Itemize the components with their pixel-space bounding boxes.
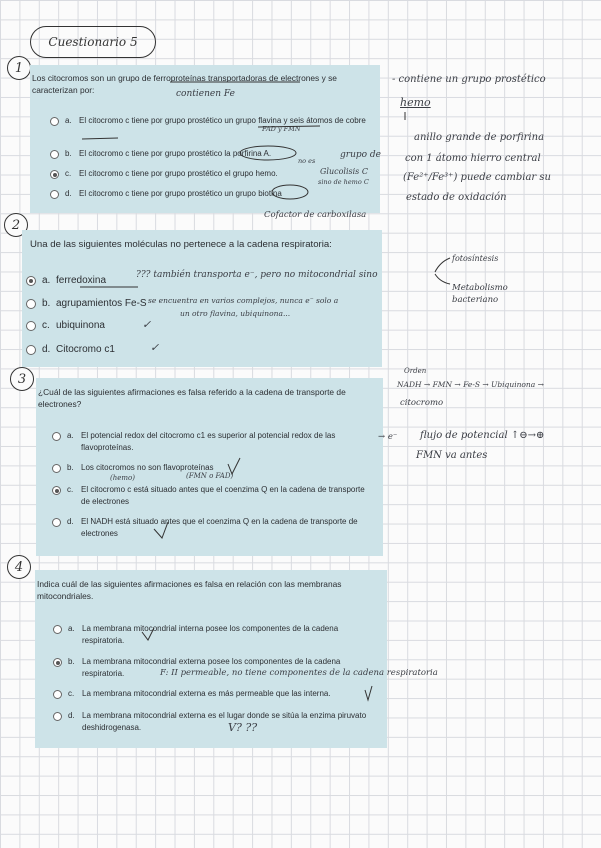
option-letter: b. xyxy=(68,657,75,666)
option-letter: b. xyxy=(67,463,74,472)
option-text: La membrana mitocondrial externa posee los componentes de la cadena respiratoria. xyxy=(82,657,341,678)
question-number-3: 3 xyxy=(10,367,34,391)
option-text: El citocromo c tiene por grupo prostético un grupo flavina y seis átomos de cobre xyxy=(79,116,366,125)
handwritten-note: citocromo xyxy=(400,398,444,408)
option-text: El citocromo c tiene por grupo prostético un grupo biotina xyxy=(79,189,282,198)
question-text-4: Indica cuál de las siguientes afirmaciones es falsa en relación con las membranas mitocondriales. xyxy=(37,579,342,601)
option-letter: c. xyxy=(42,320,50,331)
option-letter: a. xyxy=(67,431,74,440)
option-text: El citocromo c tiene por grupo prostético la porfirina A. xyxy=(79,149,272,158)
handwritten-note: fotosíntesis xyxy=(452,254,499,263)
question-text-3: ¿Cuál de las siguientes afirmaciones es falsa referido a la cadena de transporte de electrones? xyxy=(38,387,346,409)
option-text: El NADH está situado antes que el coenzima Q en la cadena de transporte de electrones xyxy=(81,517,358,538)
option-letter: c. xyxy=(65,169,72,178)
option-letter: a. xyxy=(65,116,72,125)
handwritten-note: - contiene un grupo prostético xyxy=(392,74,546,85)
handwritten-note: contienen Fe xyxy=(176,89,235,99)
option-text: Los citocromos no son flavoproteínas xyxy=(81,463,214,472)
option-letter: c. xyxy=(67,485,74,494)
handwritten-note: Metabolismo bacteriano xyxy=(452,283,508,305)
question-text-1: Los citocromos son un grupo de ferroproteínas transportadoras de electrones y se caracterizan por: xyxy=(32,73,337,95)
handwritten-note: grupo de xyxy=(340,150,381,160)
handwritten-note: F: II permeable, no tiene componentes de la cadena respiratoria xyxy=(160,668,438,678)
handwritten-note: Orden xyxy=(404,367,427,375)
option-letter: b. xyxy=(42,298,51,309)
handwritten-note: FMN va antes xyxy=(416,450,488,461)
handwritten-note: flujo de potencial ↑⊖→⊕ xyxy=(420,430,545,441)
option-text: La membrana mitocondrial interna posee los componentes de la cadena respiratoria. xyxy=(82,624,339,645)
option-text: El citocromo c tiene por grupo prostético el grupo hemo. xyxy=(79,169,278,178)
handwritten-note: → e⁻ xyxy=(378,432,398,442)
handwritten-note: ??? también transporta e⁻, pero no mitocondrial sino xyxy=(136,270,378,280)
question-number-4: 4 xyxy=(7,555,31,579)
handwritten-note: NADH → FMN → Fe-S → Ubiquinona → xyxy=(397,380,544,389)
page-title: Cuestionario 5 xyxy=(30,26,156,58)
option-text: El citocromo c está situado antes que el coenzima Q en la cadena de transporte de electrones xyxy=(81,485,365,506)
handwritten-note: FAD y FMN xyxy=(262,125,301,133)
option-text: Citocromo c1 xyxy=(56,344,115,355)
handwritten-note: no es xyxy=(298,157,316,165)
handwritten-note: ✓ xyxy=(150,341,160,354)
option-text: ferredoxina xyxy=(56,275,107,286)
question-number-1: 1 xyxy=(7,56,31,80)
option-text: La membrana mitocondrial externa es el lugar donde se sitúa la enzima piruvato deshidrogenasa. xyxy=(82,711,367,732)
handwritten-note: estado de oxidación xyxy=(406,192,507,203)
handwritten-note: Cofactor de carboxilasa xyxy=(264,210,367,220)
question-text-2: Una de las siguientes moléculas no pertenece a la cadena respiratoria: xyxy=(30,239,332,250)
handwritten-note: (Fe²⁺/Fe³⁺) puede cambiar su xyxy=(403,172,551,183)
option-text: agrupamientos Fe-S xyxy=(56,298,147,309)
handwritten-note: (hemo) xyxy=(110,474,135,482)
handwritten-note: sino de hemo C xyxy=(318,178,369,186)
handwritten-note: Glucolisis C xyxy=(320,167,368,176)
option-text: El potencial redox del citocromo c1 es superior al potencial redox de las flavoproteínas. xyxy=(81,431,336,452)
option-letter: d. xyxy=(42,344,51,355)
option-text: ubiquinona xyxy=(56,320,105,331)
option-letter: c. xyxy=(68,689,75,698)
option-letter: d. xyxy=(67,517,74,526)
handwritten-note: con 1 átomo hierro central xyxy=(405,153,541,164)
question-number-2: 2 xyxy=(4,213,28,237)
handwritten-note: un otro flavina, ubiquinona... xyxy=(180,309,291,318)
handwritten-note: ✓ xyxy=(142,318,152,331)
handwritten-note: hemo xyxy=(400,96,431,109)
option-letter: b. xyxy=(65,149,72,158)
handwritten-note: anillo grande de porfirina xyxy=(414,132,545,143)
handwritten-note: se encuentra en varios complejos, nunca e⁻ solo a xyxy=(148,296,339,305)
handwritten-note: V? ?? xyxy=(228,721,258,734)
option-letter: d. xyxy=(65,189,72,198)
option-letter: a. xyxy=(68,624,75,633)
option-letter: d. xyxy=(68,711,75,720)
option-text: La membrana mitocondrial externa es más permeable que las interna. xyxy=(82,689,331,698)
handwritten-note: (FMN o FAD) xyxy=(186,472,234,480)
option-letter: a. xyxy=(42,275,51,286)
